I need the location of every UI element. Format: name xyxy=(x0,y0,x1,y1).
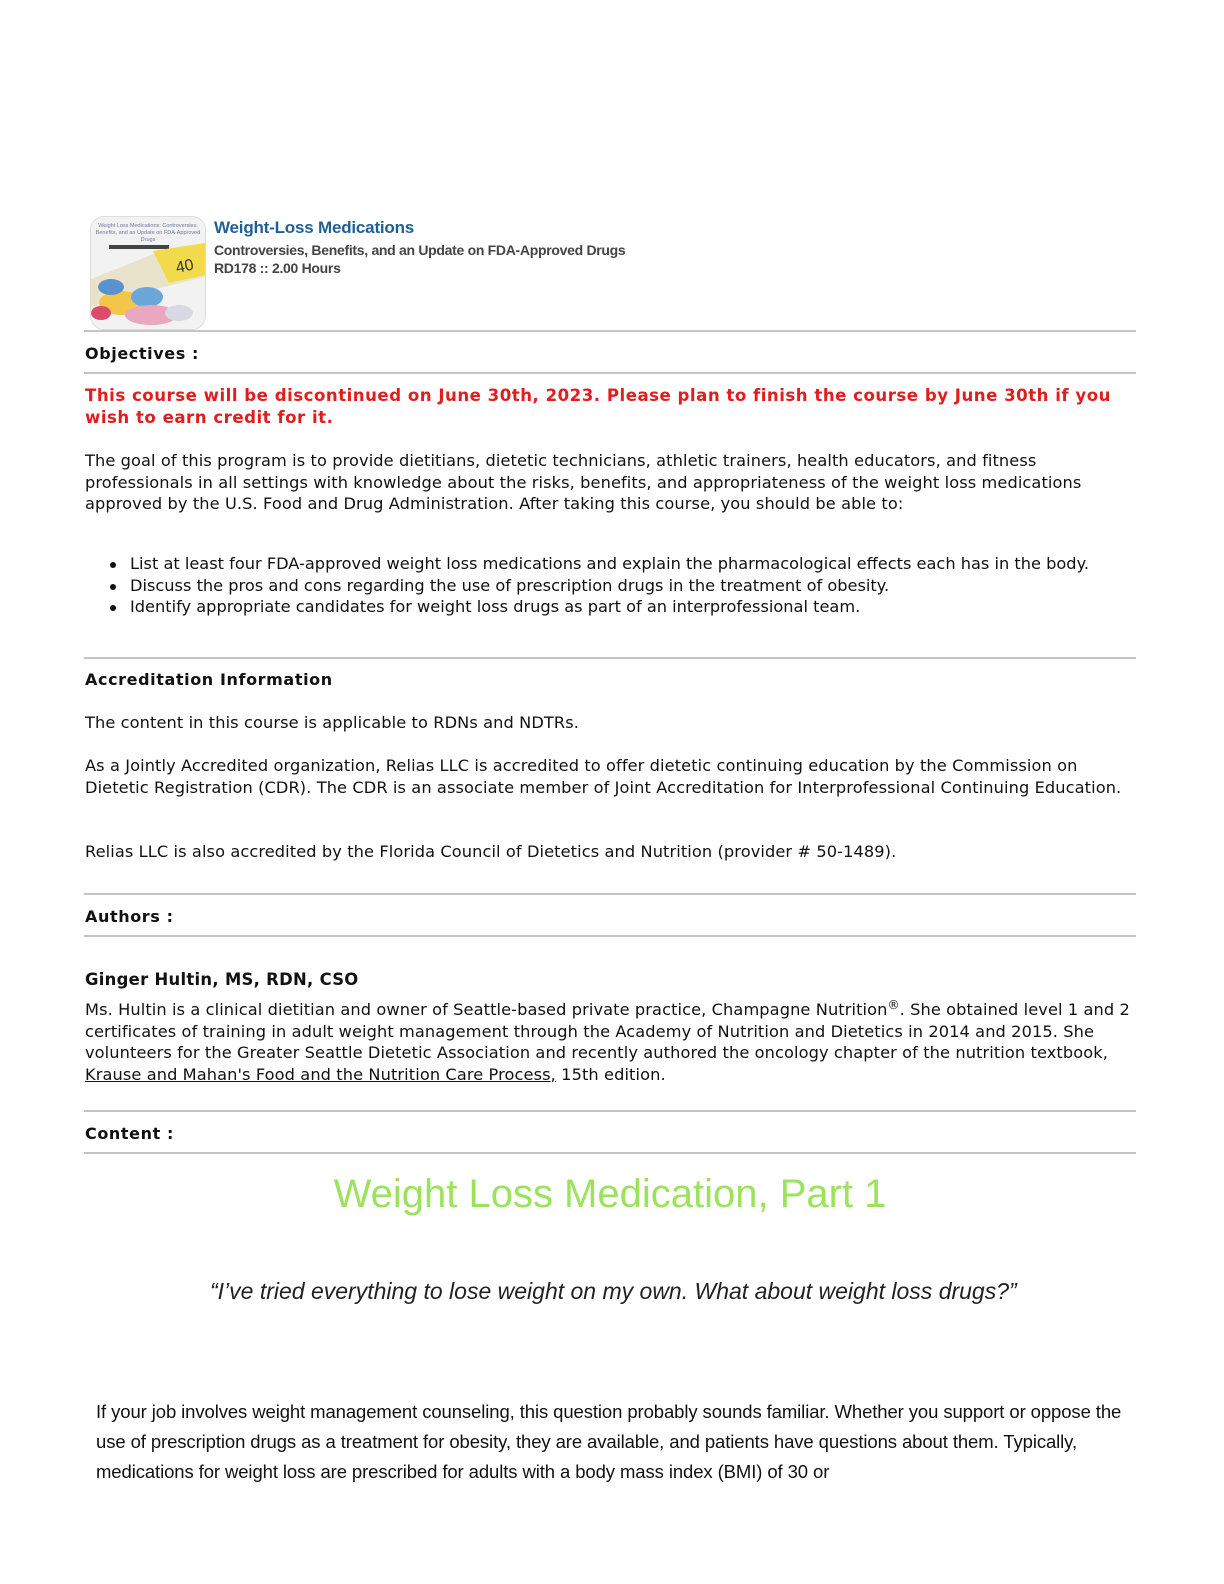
objective-item: List at least four FDA-approved weight loss medications and explain the pharmacological effects each has in the body. xyxy=(130,553,1170,575)
author-name: Ginger Hultin, MS, RDN, CSO xyxy=(85,970,359,989)
divider xyxy=(84,935,1136,937)
course-thumbnail xyxy=(90,216,206,330)
svg-text:40: 40 xyxy=(174,256,196,277)
divider xyxy=(84,372,1136,374)
author-bio-part: . She obtained level 1 and 2 certificates of training in adult weight management through the Academy of Nutrition and Dietetics in 2014 and 2015. She volunteers for the Greater Seattle Dietetic Association and recently authored the oncology chapter of the nutrition textbook, xyxy=(85,1000,1130,1062)
content-paragraph: If your job involves weight management counseling, this question probably sounds familiar. Whether you support or oppose the use of prescription drugs as a treatment for obesity, they are available, and patients have questions about them. Typically, medications for weight loss are prescribed for adults with a body mass index (BMI) of 30 or xyxy=(96,1401,1122,1482)
course-title[interactable]: Weight-Loss Medications xyxy=(214,218,415,237)
divider xyxy=(84,1152,1136,1154)
course-header-text xyxy=(214,218,625,276)
svg-text:Weight Loss Medications: Contr: Weight Loss Medications: Controversies, xyxy=(98,223,198,229)
objectives-label: Objectives : xyxy=(85,344,199,363)
divider xyxy=(84,330,1136,332)
author-bio-part: Ms. Hultin is a clinical dietitian and owner of Seattle-based private practice, Champagne Nutrition xyxy=(85,1000,888,1019)
textbook-link[interactable]: Krause and Mahan's Food and the Nutrition Care Process, xyxy=(85,1064,556,1084)
course-subtitle: Controversies, Benefits, and an Update on FDA-Approved Drugs xyxy=(214,242,626,258)
accreditation-p2: As a Jointly Accredited organization, Relias LLC is accredited to offer dietetic continuing education by the Commission on Dietetic Registration (CDR). The CDR is an associate member of Joint Accreditation for Interprofessional Continuing Education. xyxy=(85,756,1122,797)
divider xyxy=(84,1110,1136,1112)
accreditation-p3: Relias LLC is also accredited by the Florida Council of Dietetics and Nutrition (provider # 50-1489). xyxy=(85,842,897,861)
svg-text:Drugs: Drugs xyxy=(140,237,156,243)
author-bio-part: 15th edition. xyxy=(555,1064,666,1084)
accreditation-p1: The content in this course is applicable to RDNs and NDTRs. xyxy=(85,713,580,732)
divider xyxy=(84,657,1136,659)
authors-label: Authors : xyxy=(85,907,174,926)
content-heading: Weight Loss Medication, Part 1 xyxy=(333,1172,887,1216)
registered-mark: ® xyxy=(887,998,900,1012)
accreditation-label: Accreditation Information xyxy=(85,670,333,689)
content-label: Content : xyxy=(85,1124,175,1143)
course-header xyxy=(90,216,1136,330)
objective-item: Discuss the pros and cons regarding the use of prescription drugs in the treatment of obesity. xyxy=(130,575,1170,597)
course-code: RD178 :: 2.00 Hours xyxy=(214,260,341,276)
author-bio xyxy=(85,995,1135,1085)
objectives-list xyxy=(84,553,1170,618)
objective-item: Identify appropriate candidates for weight loss drugs as part of an interprofessional team. xyxy=(130,596,1170,618)
discontinued-notice: This course will be discontinued on June 30th, 2023. Please plan to finish the course by June 30th if you wish to earn credit for it. xyxy=(85,386,1111,427)
content-quote: “I’ve tried everything to lose weight on my own. What about weight loss drugs?” xyxy=(210,1278,1017,1304)
divider xyxy=(84,893,1136,895)
svg-text:Benefits, and an Update on FDA: Benefits, and an Update on FDA-Approved xyxy=(95,230,201,236)
objectives-intro: The goal of this program is to provide dietitians, dietetic technicians, athletic trainers, health educators, and fitness professionals in all settings with knowledge about the risks, benefits, and appropriateness of the weight loss medications approved by the U.S. Food and Drug Administration. After taking this course, you should be able to: xyxy=(85,451,1082,513)
